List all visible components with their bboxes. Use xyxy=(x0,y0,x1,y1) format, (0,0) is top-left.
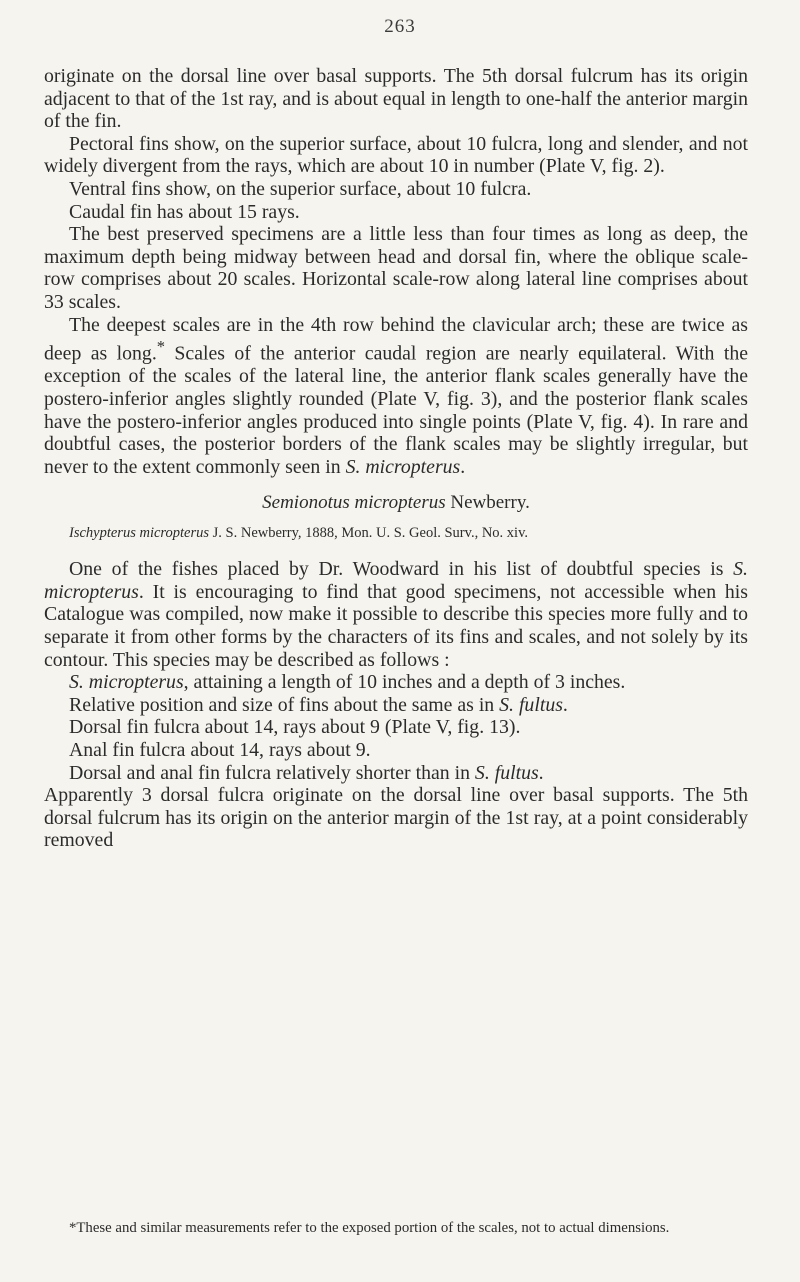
paragraph-relative-position xyxy=(44,694,748,717)
paragraph-dorsal-fin: Dorsal fin fulcra about 14, rays about 9 (Plate V, fig. 13). xyxy=(69,716,521,739)
species-author: Newberry. xyxy=(445,492,530,514)
paragraph-caudal-fin: Caudal fin has about 15 rays. xyxy=(69,200,300,223)
relative-position-text: Relative position and size of fins about the same as in xyxy=(69,693,500,716)
footnote-marker: * xyxy=(156,337,166,357)
synonym-name: Ischypterus micropterus xyxy=(69,525,210,542)
comparison-text: Dorsal and anal fin fulcra relatively shorter than in xyxy=(69,761,475,784)
paragraph-woodward xyxy=(44,558,748,671)
footnote: *These and similar measurements refer to the exposed portion of the scales, not to actual dimensions. xyxy=(69,1220,670,1236)
paragraph-description xyxy=(44,671,748,694)
woodward-text-2: . It is encouraging to find that good specimens, not accessible when his Catalogue was compiled, now make it possible to describe this species more fully and to separate it from other forms by the characters of its fins and scales, and not solely by its contour. This species may be described as follows : xyxy=(44,580,748,671)
page-number: 263 xyxy=(384,16,416,37)
relative-position-end: . xyxy=(562,693,568,716)
species-reference: S. micropterus xyxy=(69,671,184,694)
synonym-citation xyxy=(44,524,748,542)
paragraph-ventral-fins: Ventral fins show, on the superior surface, about 10 fulcra. xyxy=(69,177,532,200)
paragraph-pectoral-fins: Pectoral fins show, on the superior surface, about 10 fulcra, long and slender, and not widely divergent from the rays, which are about 10 in number (Plate V, fig. 2). xyxy=(44,132,748,178)
synonym-reference: J. S. Newberry, 1888, Mon. U. S. Geol. Surv., No. xiv. xyxy=(209,525,529,542)
deep-scales-text-3: . xyxy=(460,455,466,478)
species-name: Semionotus micropterus xyxy=(262,492,446,514)
deep-scales-text-2: Scales of the anterior caudal region are nearly equilateral. With the exception of the scales of the lateral line, the anterior flank scales generally have the postero-inferior angles slightly rounded (Plate V, fig. 3), and the posterior flank scales have the postero-inferior angles produced into single points (Plate V, fig. 4). In rare and doubtful cases, the posterior borders of the flank scales may be slightly irregular, but never to the extent commonly seen in xyxy=(44,342,748,478)
species-reference: S. fultus xyxy=(474,761,539,784)
description-text: , attaining a length of 10 inches and a depth of 3 inches. xyxy=(183,671,626,694)
species-reference: S. fultus xyxy=(499,693,563,716)
main-text xyxy=(44,65,748,852)
woodward-text-1: One of the fishes placed by Dr. Woodward in his list of doubtful species is xyxy=(69,558,734,581)
paragraph-dorsal-origin: originate on the dorsal line over basal supports. The 5th dorsal fulcrum has its origin adjacent to that of the 1st ray, and is about equal in length to one-half the anterior margin of the fin. xyxy=(44,65,748,133)
paragraph-specimen-proportions: The best preserved specimens are a little less than four times as long as deep, the maximum depth being midway between head and dorsal fin, where the oblique scale-row comprises about 20 scales. Horizontal scale-row along lateral line comprises about 33 scales. xyxy=(44,223,748,313)
paragraph-deepest-scales xyxy=(44,314,748,479)
species-reference: S. micropterus xyxy=(345,455,461,478)
comparison-end: . xyxy=(538,761,544,784)
paragraph-apparently: Apparently 3 dorsal fulcra originate on the dorsal line over basal supports. The 5th dorsal fulcrum has its origin on the anterior margin of the 1st ray, at a point considerably removed xyxy=(44,784,748,852)
species-heading xyxy=(44,492,748,514)
paragraph-anal-fin: Anal fin fulcra about 14, rays about 9. xyxy=(69,739,371,762)
species-reference: S. micropterus xyxy=(44,558,748,603)
deep-scales-text-1: The deepest scales are in the 4th row behind the clavicular arch; these are twice as deep as long. xyxy=(44,313,748,365)
paragraph-comparison xyxy=(44,762,748,785)
